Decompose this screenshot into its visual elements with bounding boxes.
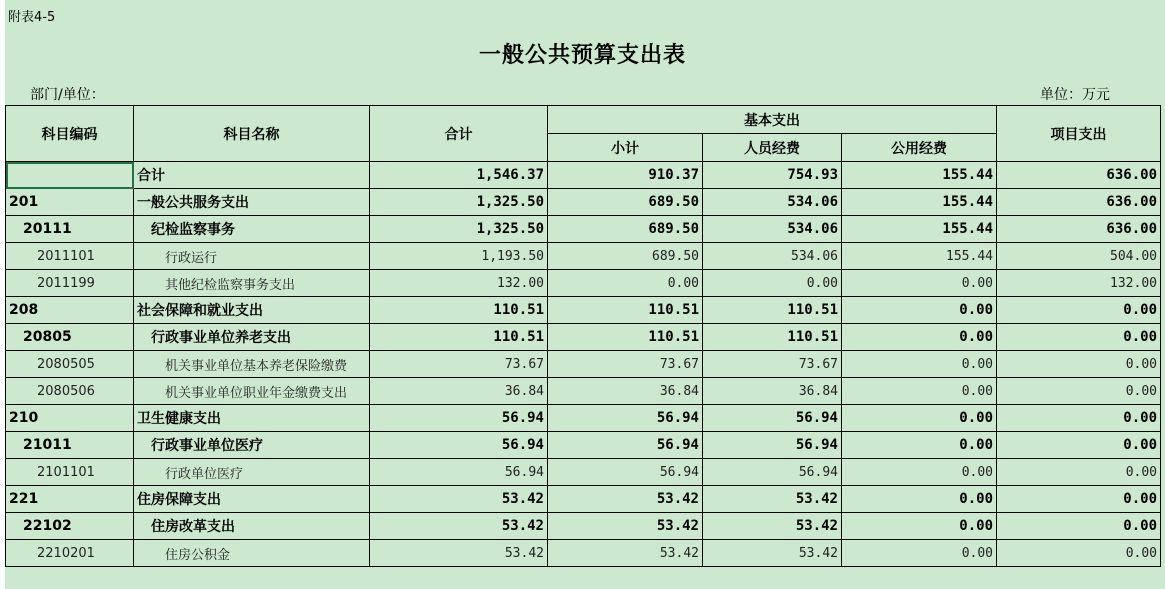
cell-personnel[interactable]: 110.51: [703, 297, 842, 324]
cell-total[interactable]: 56.94: [370, 459, 548, 486]
cell-name[interactable]: 行政单位医疗: [134, 459, 370, 486]
cell-personnel[interactable]: 56.94: [703, 459, 842, 486]
header-basic[interactable]: 基本支出: [548, 106, 997, 134]
cell-name[interactable]: 社会保障和就业支出: [134, 297, 370, 324]
cell-subtotal[interactable]: 53.42: [548, 486, 703, 513]
cell-name[interactable]: 机关事业单位职业年金缴费支出: [134, 378, 370, 405]
budget-table: [5, 105, 1161, 567]
cell-name[interactable]: 机关事业单位基本养老保险缴费: [134, 351, 370, 378]
cell-subtotal[interactable]: 53.42: [548, 540, 703, 567]
cell-personnel[interactable]: 534.06: [703, 216, 842, 243]
cell-public[interactable]: 0.00: [842, 405, 997, 432]
cell-project[interactable]: 636.00: [997, 216, 1161, 243]
cell-total[interactable]: 53.42: [370, 486, 548, 513]
cell-subtotal[interactable]: 689.50: [548, 189, 703, 216]
cell-total[interactable]: 56.94: [370, 405, 548, 432]
table-row: [6, 297, 1161, 324]
cell-name[interactable]: 一般公共服务支出: [134, 189, 370, 216]
table-row: [6, 540, 1161, 567]
cell-personnel[interactable]: 56.94: [703, 432, 842, 459]
cell-total[interactable]: 110.51: [370, 297, 548, 324]
cell-personnel[interactable]: 53.42: [703, 540, 842, 567]
cell-code[interactable]: 20111: [6, 216, 134, 243]
cell-code[interactable]: 2011101: [6, 243, 134, 270]
department-label: 部门/单位：: [30, 87, 105, 103]
header-project[interactable]: 项目支出: [997, 106, 1161, 162]
cell-code[interactable]: 210: [6, 405, 134, 432]
cell-subtotal[interactable]: 56.94: [548, 459, 703, 486]
cell-project[interactable]: 0.00: [997, 540, 1161, 567]
cell-total[interactable]: 56.94: [370, 432, 548, 459]
cell-subtotal[interactable]: 910.37: [548, 162, 703, 189]
cell-project[interactable]: 0.00: [997, 351, 1161, 378]
cell-public[interactable]: 155.44: [842, 189, 997, 216]
cell-code[interactable]: 2210201: [6, 540, 134, 567]
cell-personnel[interactable]: 0.00: [703, 270, 842, 297]
cell-public[interactable]: 0.00: [842, 459, 997, 486]
cell-project[interactable]: 0.00: [997, 297, 1161, 324]
table-row: [6, 432, 1161, 459]
cell-code[interactable]: 2101101: [6, 459, 134, 486]
cell-public[interactable]: 0.00: [842, 378, 997, 405]
cell-code[interactable]: 2080506: [6, 378, 134, 405]
cell-subtotal[interactable]: 56.94: [548, 405, 703, 432]
header-public[interactable]: 公用经费: [842, 134, 997, 162]
header-code[interactable]: 科目编码: [6, 106, 134, 162]
header-subtotal[interactable]: 小计: [548, 134, 703, 162]
cell-project[interactable]: 0.00: [997, 405, 1161, 432]
cell-name[interactable]: 行政事业单位医疗: [134, 432, 370, 459]
page-title: 一般公共预算支出表: [478, 42, 686, 68]
header-personnel[interactable]: 人员经费: [703, 134, 842, 162]
cell-total[interactable]: 1,325.50: [370, 216, 548, 243]
cell-personnel[interactable]: 110.51: [703, 324, 842, 351]
cell-code[interactable]: 21011: [6, 432, 134, 459]
cell-total[interactable]: 1,193.50: [370, 243, 548, 270]
cell-total[interactable]: 53.42: [370, 540, 548, 567]
cell-name[interactable]: 行政事业单位养老支出: [134, 324, 370, 351]
cell-personnel[interactable]: 534.06: [703, 243, 842, 270]
cell-project[interactable]: 132.00: [997, 270, 1161, 297]
cell-personnel[interactable]: 56.94: [703, 405, 842, 432]
cell-project[interactable]: 0.00: [997, 432, 1161, 459]
cell-public[interactable]: 155.44: [842, 216, 997, 243]
cell-public[interactable]: 0.00: [842, 540, 997, 567]
cell-personnel[interactable]: 754.93: [703, 162, 842, 189]
cell-total[interactable]: 110.51: [370, 324, 548, 351]
cell-total[interactable]: 36.84: [370, 378, 548, 405]
table-row: [6, 216, 1161, 243]
cell-personnel[interactable]: 53.42: [703, 513, 842, 540]
attachment-label: 附表4-5: [8, 10, 56, 25]
cell-code[interactable]: 20805: [6, 324, 134, 351]
table-row: [6, 459, 1161, 486]
cell-personnel[interactable]: 73.67: [703, 351, 842, 378]
cell-code[interactable]: 2080505: [6, 351, 134, 378]
cell-total[interactable]: 53.42: [370, 513, 548, 540]
table-row: [6, 324, 1161, 351]
cell-personnel[interactable]: 36.84: [703, 378, 842, 405]
cell-project[interactable]: 0.00: [997, 459, 1161, 486]
cell-project[interactable]: 0.00: [997, 378, 1161, 405]
cell-project[interactable]: 0.00: [997, 324, 1161, 351]
cell-personnel[interactable]: 534.06: [703, 189, 842, 216]
cell-public[interactable]: 0.00: [842, 351, 997, 378]
cell-project[interactable]: 0.00: [997, 513, 1161, 540]
cell-public[interactable]: 0.00: [842, 270, 997, 297]
cell-code[interactable]: 201: [6, 189, 134, 216]
unit-label: 单位：万元: [1040, 87, 1110, 103]
table-row: [6, 513, 1161, 540]
cell-personnel[interactable]: 53.42: [703, 486, 842, 513]
cell-public[interactable]: 0.00: [842, 324, 997, 351]
cell-public[interactable]: 0.00: [842, 513, 997, 540]
cell-subtotal[interactable]: 689.50: [548, 243, 703, 270]
table-row: [6, 243, 1161, 270]
cell-total[interactable]: 73.67: [370, 351, 548, 378]
table-row: [6, 189, 1161, 216]
cell-name[interactable]: 行政运行: [134, 243, 370, 270]
cell-total[interactable]: 132.00: [370, 270, 548, 297]
cell-total[interactable]: 1,325.50: [370, 189, 548, 216]
table-row-total: [6, 162, 1161, 189]
cell-public[interactable]: 0.00: [842, 432, 997, 459]
cell-subtotal[interactable]: 110.51: [548, 297, 703, 324]
cell-public[interactable]: 155.44: [842, 243, 997, 270]
cell-public[interactable]: 0.00: [842, 486, 997, 513]
table-row: [6, 405, 1161, 432]
table-row: [6, 486, 1161, 513]
header-name[interactable]: 科目名称: [134, 106, 370, 162]
cell-name[interactable]: 其他纪检监察事务支出: [134, 270, 370, 297]
cell-name[interactable]: 住房公积金: [134, 540, 370, 567]
cell-subtotal[interactable]: 110.51: [548, 324, 703, 351]
cell-subtotal[interactable]: 689.50: [548, 216, 703, 243]
header-total[interactable]: 合计: [370, 106, 548, 162]
cell-subtotal[interactable]: 0.00: [548, 270, 703, 297]
table-row: [6, 378, 1161, 405]
cell-project[interactable]: 636.00: [997, 162, 1161, 189]
cell-subtotal[interactable]: 73.67: [548, 351, 703, 378]
cell-public[interactable]: 155.44: [842, 162, 997, 189]
cell-total[interactable]: 1,546.37: [370, 162, 548, 189]
cell-name[interactable]: 合计: [134, 162, 370, 189]
cell-code[interactable]: 2011199: [6, 270, 134, 297]
cell-public[interactable]: 0.00: [842, 297, 997, 324]
cell-code[interactable]: 22102: [6, 513, 134, 540]
cell-subtotal[interactable]: 36.84: [548, 378, 703, 405]
cell-code[interactable]: 208: [6, 297, 134, 324]
cell-project[interactable]: 636.00: [997, 189, 1161, 216]
cell-project[interactable]: 0.00: [997, 486, 1161, 513]
cell-subtotal[interactable]: 53.42: [548, 513, 703, 540]
cell-name[interactable]: 纪检监察事务: [134, 216, 370, 243]
table-row: [6, 270, 1161, 297]
cell-project[interactable]: 504.00: [997, 243, 1161, 270]
cell-code[interactable]: 221: [6, 486, 134, 513]
cell-code[interactable]: [6, 162, 134, 189]
cell-name[interactable]: 住房改革支出: [134, 513, 370, 540]
cell-name[interactable]: 住房保障支出: [134, 486, 370, 513]
cell-name[interactable]: 卫生健康支出: [134, 405, 370, 432]
cell-subtotal[interactable]: 56.94: [548, 432, 703, 459]
table-row: [6, 351, 1161, 378]
